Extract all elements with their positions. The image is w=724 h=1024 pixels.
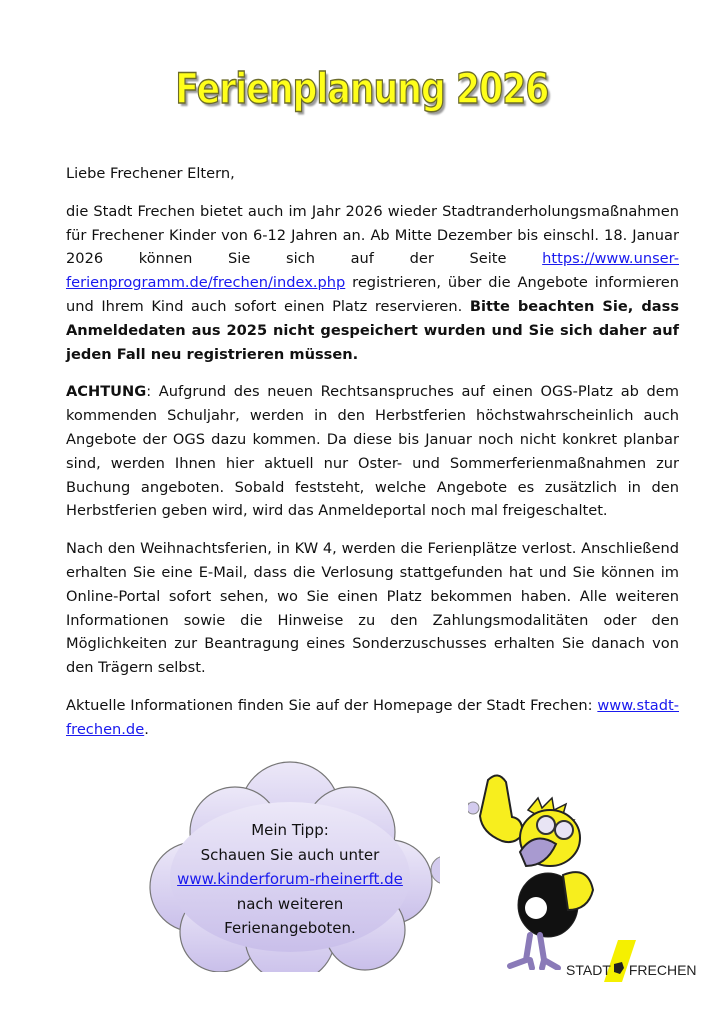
registration-text-2: registrieren, über die Angebote informieren und Ihrem Kind auch sofort einen Platz reservieren. (66, 274, 679, 315)
logo-right: FRECHEN (628, 962, 697, 978)
logo-text (566, 962, 697, 978)
tip-line: Ferienangeboten. (224, 919, 356, 937)
page-title: Ferienplanung 2026 (175, 64, 549, 113)
stadt-frechen-link[interactable]: www.stadt-frechen.de (66, 696, 679, 738)
tip-line: Schauen Sie auch unter (200, 845, 380, 864)
paragraph-registration (66, 200, 679, 367)
tip-heading: Mein Tipp: (251, 821, 329, 839)
greeting: Liebe Frechener Eltern, (66, 165, 235, 182)
paragraph-achtung (66, 380, 679, 523)
achtung-text: : Aufgrund des neuen Rechtsanspruches auf einen OGS-Platz ab dem kommenden Schuljahr, werden in den Herbstferien höchstwahrscheinlich auch Angebote der OGS dazu kommen. Da diese bis Januar noch nicht konkret planbar sind, werden Ihnen hier aktuell nur Oster- und Sommerferienmaßnahmen zur Buchung angeboten. Sobald feststeht, welche Angebote es zusätzlich in den Herbstferien geben wird, wird das Anmeldeportal noch mal freigeschaltet. (66, 383, 679, 520)
registration-notice: Bitte beachten Sie, dass Anmeldedaten aus 2025 nicht gespeichert wurden und Sie sich daher auf jeden Fall neu registrieren müssen. (66, 297, 679, 363)
homepage-text: Aktuelle Informationen finden Sie auf der Homepage der Stadt Frechen: (66, 696, 598, 714)
ferienprogramm-link[interactable]: https://www.unser-ferienprogramm.de/frechen/index.php (66, 250, 679, 292)
stadt-frechen-logo-icon (566, 930, 706, 990)
kinderforum-link[interactable]: www.kinderforum-rheinerft.de (177, 870, 403, 888)
logo-left: STADT (566, 962, 611, 978)
cloud-tip (140, 818, 440, 941)
paragraph-homepage (66, 694, 679, 742)
letter-body (66, 162, 679, 756)
paragraph-lottery: Nach den Weihnachtsferien, in KW 4, werden die Ferienplätze verlost. Anschließend erhalten Sie eine E-Mail, dass die Verlosung stattgefunden hat und Sie können im Online-Portal sofort sehen, wo Sie einen Platz bekommen haben. Alle weiteren Informationen sowie die Hinweise zu den Zahlungsmodalitäten oder den Möglichkeiten zur Beantragung eines Sonderzuschusses erhalten Sie danach von den Trägern selbst. (66, 540, 679, 677)
registration-text: die Stadt Frechen bietet auch im Jahr 2026 wieder Stadtranderholungsmaßnahmen für Frechener Kinder von 6-12 Jahren an. Ab Mitte Dezember bis einschl. 18. Januar 2026 können Sie sich auf der Seite (66, 202, 679, 268)
tip-line: nach weiteren (236, 894, 344, 913)
achtung-label: ACHTUNG (66, 383, 147, 401)
homepage-period: . (144, 720, 149, 738)
